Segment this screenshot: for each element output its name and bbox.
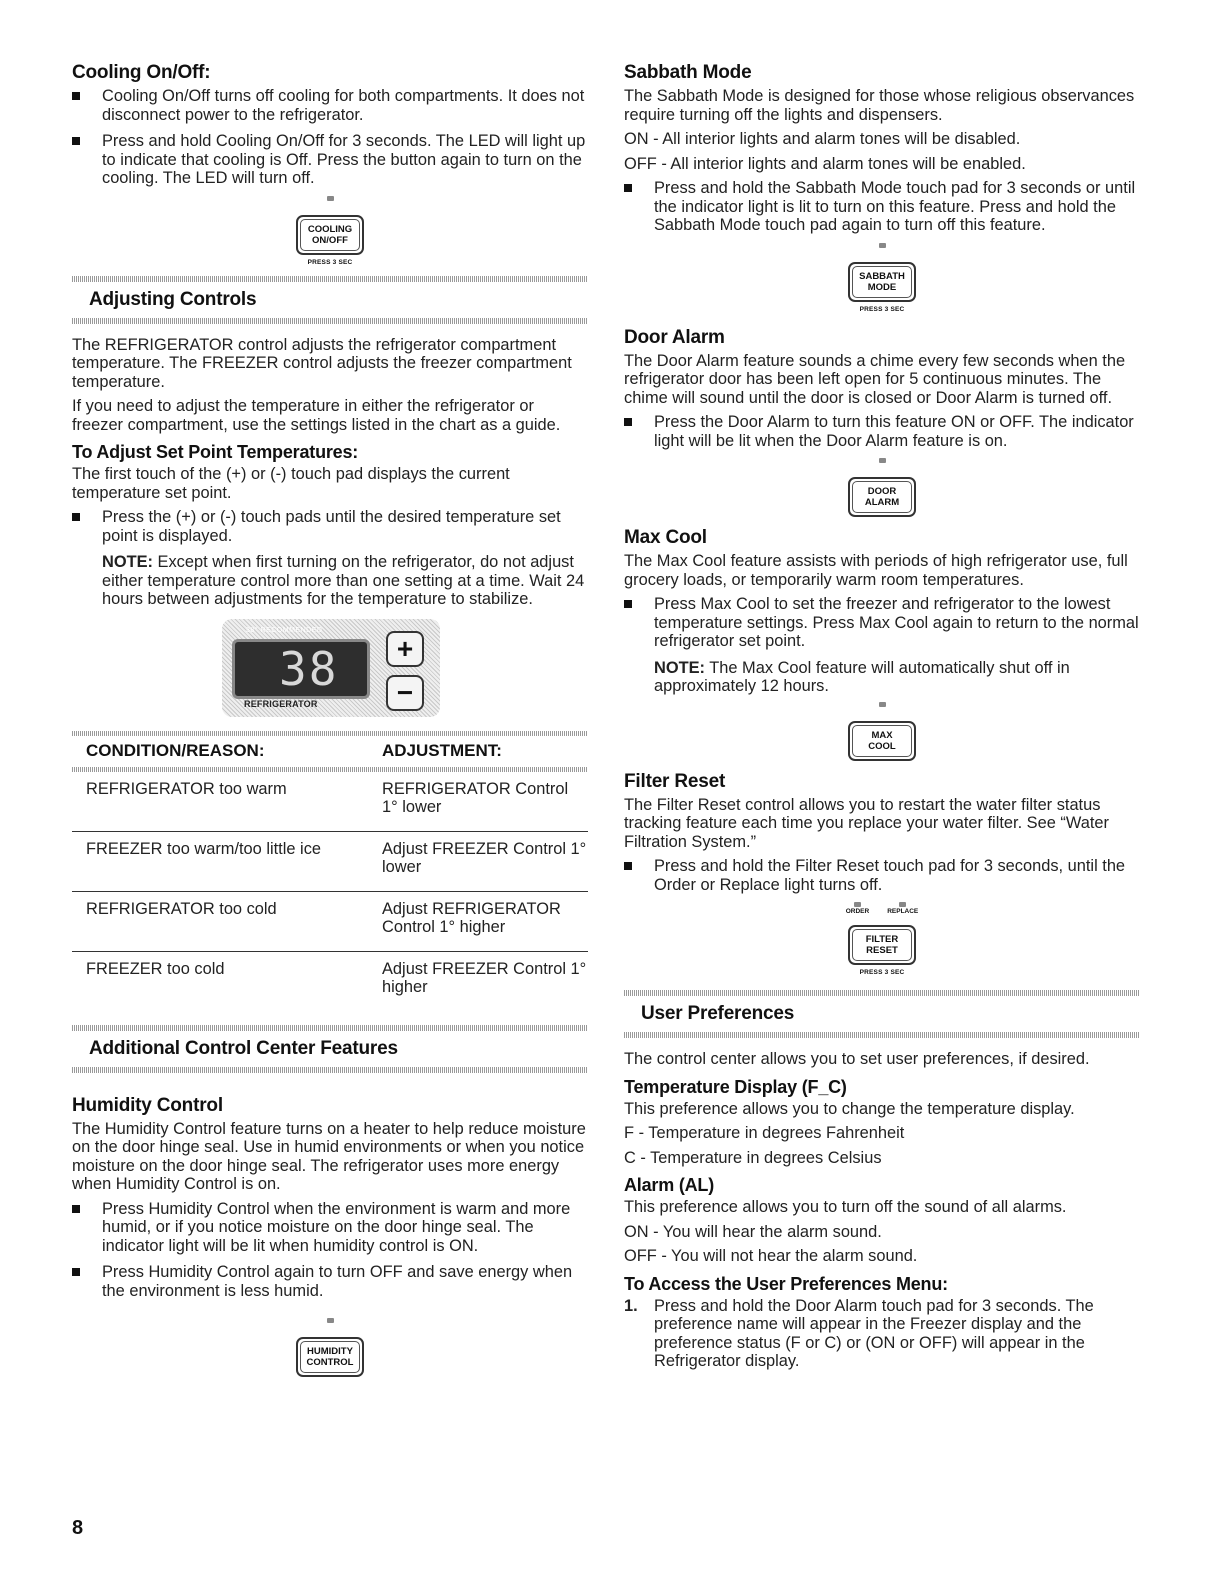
max-cool-title: Max Cool [624, 527, 707, 548]
door-alarm-title: Door Alarm [624, 326, 725, 348]
bullet-icon [72, 1268, 80, 1276]
door-alarm-paragraph: The Door Alarm feature sounds a chime every few seconds when the refrigerator door has been left open for 5 continuous minutes. The chime will sound until the door is closed or Door Alarm is turned off. [624, 351, 1126, 407]
section-divider [72, 1067, 588, 1073]
max-cool-button: MAX COOL [848, 721, 916, 761]
list-item: Press and hold the Sabbath Mode touch pad for 3 seconds or until the indicator light is lit to turn on this feature. Press and hold the Sabbath Mode touch pad again to turn off this feature. [624, 179, 1140, 235]
list-item: Press the (+) or (-) touch pads until the desired temperature set point is displayed. [72, 508, 588, 545]
press-label: PRESS 3 SEC [307, 258, 353, 266]
bullet-icon [72, 513, 80, 521]
temp-f: F - Temperature in degrees Fahrenheit [624, 1124, 905, 1142]
max-cool-note: NOTE: The Max Cool feature will automatically shut off in approximately 12 hours. [654, 658, 1070, 695]
max-cool-button-figure [624, 702, 1140, 761]
list-item: Press Max Cool to set the freezer and refrigerator to the lowest temperature settings. Press Max Cool again to return to the normal refrigerator set point. [624, 595, 1140, 651]
table-row: REFRIGERATOR too cold Adjust REFRIGERATOR Control 1° higher [72, 891, 588, 951]
door-alarm-button-figure [624, 458, 1140, 517]
cooling-button-figure [72, 196, 588, 266]
refrigerator-control-panel-figure [222, 619, 440, 717]
filter-led-row [846, 902, 919, 921]
replace-led-icon [899, 902, 906, 907]
door-alarm-bullets [624, 413, 1140, 450]
set-point-title: To Adjust Set Point Temperatures: [72, 442, 359, 462]
led-indicator-icon [327, 196, 334, 201]
left-column [72, 62, 588, 1387]
temp-c: C - Temperature in degrees Celsius [624, 1148, 882, 1167]
sabbath-off: OFF - All interior lights and alarm tones will be enabled. [624, 154, 1026, 173]
bullet-icon [624, 862, 632, 870]
temperature-digits: 38 [279, 641, 339, 696]
bullet-icon [72, 1205, 80, 1213]
sabbath-title: Sabbath Mode [624, 62, 752, 83]
filter-reset-bullets [624, 857, 1140, 894]
filter-reset-paragraph: The Filter Reset control allows you to restart the water filter status tracking feature each time you replace your water filter. See “Water Filtration System.” [624, 795, 1109, 851]
recommended-label: 38° RECOMMENDED [246, 626, 323, 634]
sabbath-button-figure [624, 243, 1140, 313]
temperature-display [232, 639, 370, 699]
bullet-icon [624, 184, 632, 192]
filter-reset-button-figure [624, 902, 1140, 976]
alarm-paragraph: This preference allows you to turn off the sound of all alarms. [624, 1198, 1067, 1216]
section-divider [624, 1032, 1140, 1038]
right-column [624, 62, 1140, 1379]
set-point-bullets [72, 508, 588, 545]
humidity-paragraph: The Humidity Control feature turns on a heater to help reduce moisture on the door hinge seal. Use in humid environments or when you notice moisture on the door hinge seal. The refrigerator uses more energy when Humidity Control is on. [72, 1119, 586, 1193]
led-indicator-icon [327, 1318, 334, 1323]
list-item: Press Humidity Control when the environment is warm and more humid, or if you notice moisture on the door hinge seal. The indicator light will be lit when humidity control is ON. [72, 1200, 588, 1256]
humidity-title: Humidity Control [72, 1094, 223, 1116]
table-header [72, 736, 588, 767]
temp-display-title: Temperature Display (F_C) [624, 1076, 847, 1097]
section-divider [72, 318, 588, 324]
bullet-icon [624, 418, 632, 426]
list-item: Press and hold the Filter Reset touch pad for 3 seconds, until the Order or Replace light turns off. [624, 857, 1140, 894]
cooling-title: Cooling On/Off: [72, 62, 211, 83]
condition-header: CONDITION/REASON: [86, 740, 265, 760]
adjusting-paragraph-2: If you need to adjust the temperature in either the refrigerator or freezer compartment, use the settings listed in the chart as a guide. [72, 397, 561, 434]
alarm-on: ON - You will hear the alarm sound. [624, 1222, 882, 1241]
filter-reset-title: Filter Reset [624, 770, 726, 792]
filter-reset-button: FILTER RESET [848, 925, 916, 965]
humidity-bullets [72, 1200, 588, 1301]
user-preferences-header [624, 990, 1140, 1038]
list-item: Cooling On/Off turns off cooling for both compartments. It does not disconnect power to the refrigerator. [72, 87, 588, 124]
led-indicator-icon [879, 458, 886, 463]
user-preferences-title: User Preferences [641, 1003, 795, 1024]
sabbath-paragraph: The Sabbath Mode is designed for those whose religious observances require turning off the lights and dispensers. [624, 87, 1135, 124]
page-number: 8 [72, 1517, 84, 1539]
adjusting-controls-title: Adjusting Controls [89, 288, 257, 310]
order-label: ORDER [845, 908, 870, 915]
adjustment-table [72, 731, 588, 1011]
adjusting-controls-header [72, 276, 588, 324]
max-cool-paragraph: The Max Cool feature assists with periods of high refrigerator use, full grocery loads, or temporarily warm room temperatures. [624, 552, 1128, 589]
list-item: Press and hold Cooling On/Off for 3 seconds. The LED will light up to indicate that cooling is Off. Press the button again to turn on the cooling. The LED will turn off. [72, 132, 588, 188]
minus-button: − [386, 675, 424, 711]
cooling-on-off-button: COOLING ON/OFF [296, 215, 364, 255]
alarm-off: OFF - You will not hear the alarm sound. [624, 1247, 918, 1265]
table-row: FREEZER too cold Adjust FREEZER Control 1° higher [86, 959, 587, 996]
table-row: REFRIGERATOR too warm REFRIGERATOR Control 1° lower [72, 772, 588, 832]
replace-label: REPLACE [887, 908, 919, 915]
led-indicator-icon [879, 243, 886, 248]
sabbath-mode-button: SABBATH MODE [848, 262, 916, 302]
door-alarm-button: DOOR ALARM [848, 477, 916, 517]
humidity-button-figure [72, 1318, 588, 1377]
bullet-icon [72, 92, 80, 100]
additional-features-title: Additional Control Center Features [89, 1037, 398, 1059]
set-point-paragraph: The first touch of the (+) or (-) touch pad displays the current temperature set point. [72, 465, 510, 502]
humidity-control-button: HUMIDITY CONTROL [296, 1337, 365, 1377]
access-steps [624, 1297, 1140, 1371]
adjusting-note: NOTE: Except when first turning on the refrigerator, do not adjust either temperature control more than one setting at a time. Wait 24 hours between adjustments for the temperature to stabilize. [102, 553, 585, 608]
order-led-icon [854, 902, 861, 907]
refrigerator-label: REFRIGERATOR [244, 698, 318, 709]
cooling-bullets [72, 87, 588, 188]
bullet-icon [624, 600, 632, 608]
press-label: PRESS 3 SEC [859, 969, 905, 976]
max-cool-bullets [624, 595, 1140, 651]
list-item: Press the Door Alarm to turn this feature ON or OFF. The indicator light will be lit when the Door Alarm feature is on. [624, 413, 1140, 450]
plus-button: + [386, 631, 424, 667]
access-menu-title: To Access the User Preferences Menu: [624, 1273, 948, 1294]
sabbath-bullets [624, 179, 1140, 235]
table-row: FREEZER too warm/too little ice Adjust FREEZER Control 1° lower [72, 831, 588, 891]
adjusting-paragraph-1: The REFRIGERATOR control adjusts the refrigerator compartment temperature. The FREEZER control adjusts the freezer compartment temperature. [72, 335, 572, 391]
bullet-icon [72, 137, 80, 145]
led-indicator-icon [879, 702, 886, 707]
temp-display-paragraph: This preference allows you to change the temperature display. [624, 1099, 1075, 1118]
sabbath-on: ON - All interior lights and alarm tones will be disabled. [624, 130, 1021, 148]
list-item: 1. Press and hold the Door Alarm touch pad for 3 seconds. The preference name will appear in the Freezer display and the preference status (F or C) or (ON or OFF) will appear in the Refrigerator display. [624, 1296, 1094, 1370]
list-item: Press Humidity Control again to turn OFF and save energy when the environment is less humid. [72, 1263, 588, 1300]
press-label: PRESS 3 SEC [859, 305, 905, 313]
user-prefs-paragraph: The control center allows you to set user preferences, if desired. [624, 1050, 1090, 1068]
additional-features-header [72, 1025, 588, 1073]
alarm-title: Alarm (AL) [624, 1175, 715, 1195]
adjustment-header: ADJUSTMENT: [382, 740, 502, 760]
